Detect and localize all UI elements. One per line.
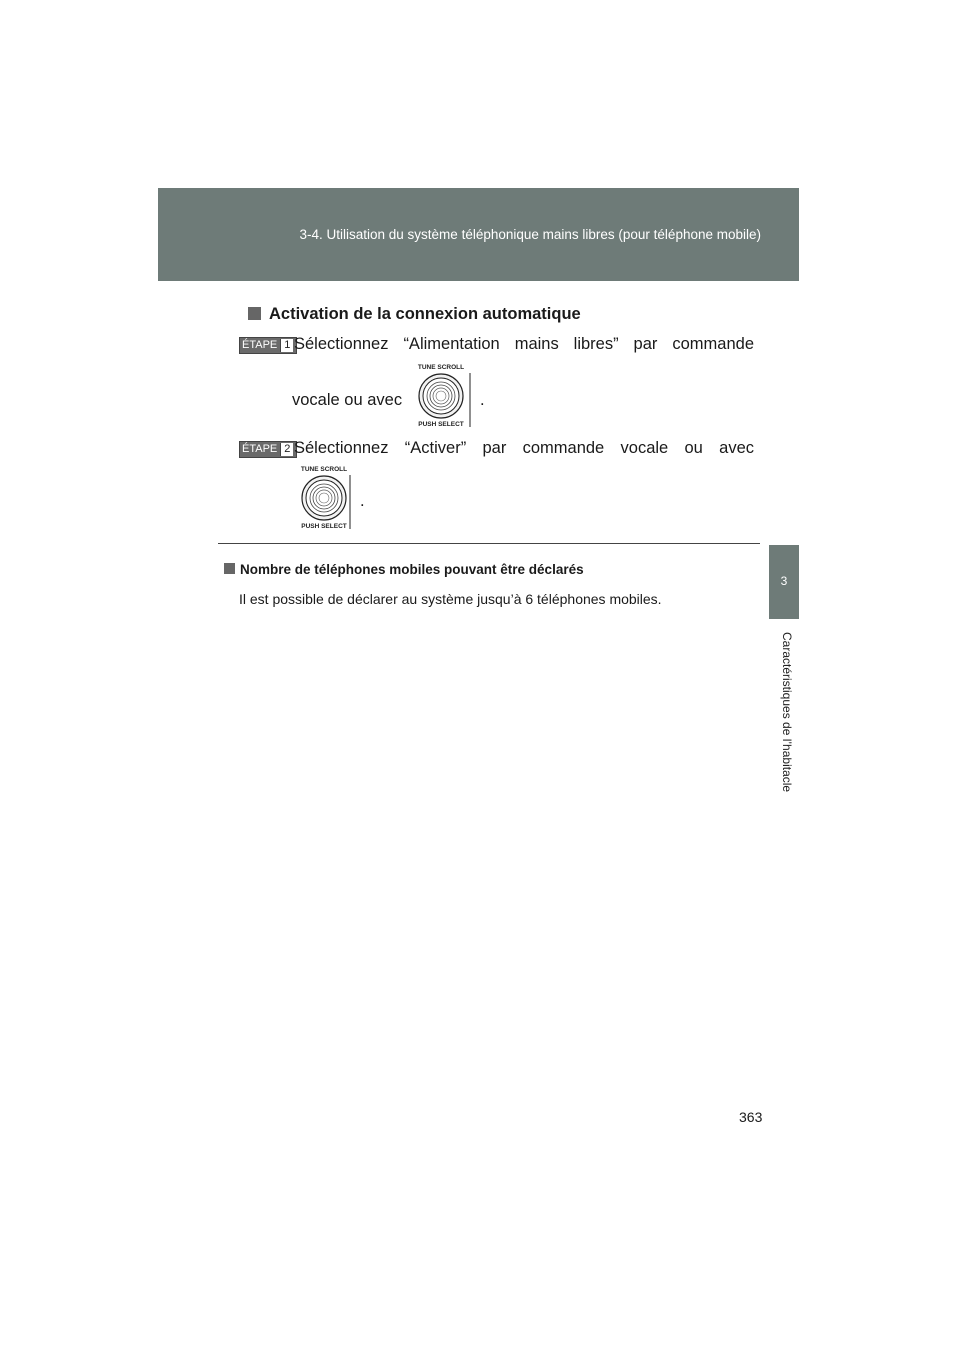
section-heading xyxy=(248,305,581,324)
step-badge-label: ÉTAPE xyxy=(242,339,278,351)
note-heading xyxy=(224,562,584,577)
note-heading-text: Nombre de téléphones mobiles pouvant être déclarés xyxy=(240,562,584,577)
divider xyxy=(218,543,760,544)
square-bullet-icon xyxy=(248,307,261,320)
step-2-badge xyxy=(239,441,297,458)
step-badge-label: ÉTAPE xyxy=(242,443,278,455)
chapter-number: 3 xyxy=(780,574,788,588)
chapter-tab xyxy=(769,545,799,619)
page-number: 363 xyxy=(739,1109,763,1125)
step-1-badge xyxy=(239,337,297,354)
step-1-period: . xyxy=(480,391,485,409)
step-number: 2 xyxy=(280,443,293,456)
step-2-text: Sélectionnez “Activer” par commande vocale ou avec xyxy=(294,439,754,457)
tune-scroll-knob-icon xyxy=(294,463,360,531)
knob-bottom-label: PUSH SELECT xyxy=(301,523,347,530)
square-bullet-icon xyxy=(224,563,235,574)
tune-scroll-knob-icon xyxy=(408,361,474,429)
step-number: 1 xyxy=(280,339,293,352)
header-title: 3-4. Utilisation du système téléphonique mains libres (pour téléphone mobile) xyxy=(299,227,761,242)
chapter-header xyxy=(158,188,799,281)
chapter-label: Caractéristiques de l’habitacle xyxy=(780,632,794,793)
note-body: Il est possible de déclarer au système jusqu’à 6 téléphones mobiles. xyxy=(239,591,662,607)
step-2-period: . xyxy=(360,492,365,510)
section-heading-text: Activation de la connexion automatique xyxy=(269,305,581,323)
step-1-text-cont: vocale ou avec xyxy=(292,391,403,409)
step-1-text: Sélectionnez “Alimentation mains libres” par commande xyxy=(294,335,754,353)
knob-top-label: TUNE SCROLL xyxy=(300,466,348,473)
knob-top-label: TUNE SCROLL xyxy=(417,364,465,371)
knob-bottom-label: PUSH SELECT xyxy=(418,421,464,428)
